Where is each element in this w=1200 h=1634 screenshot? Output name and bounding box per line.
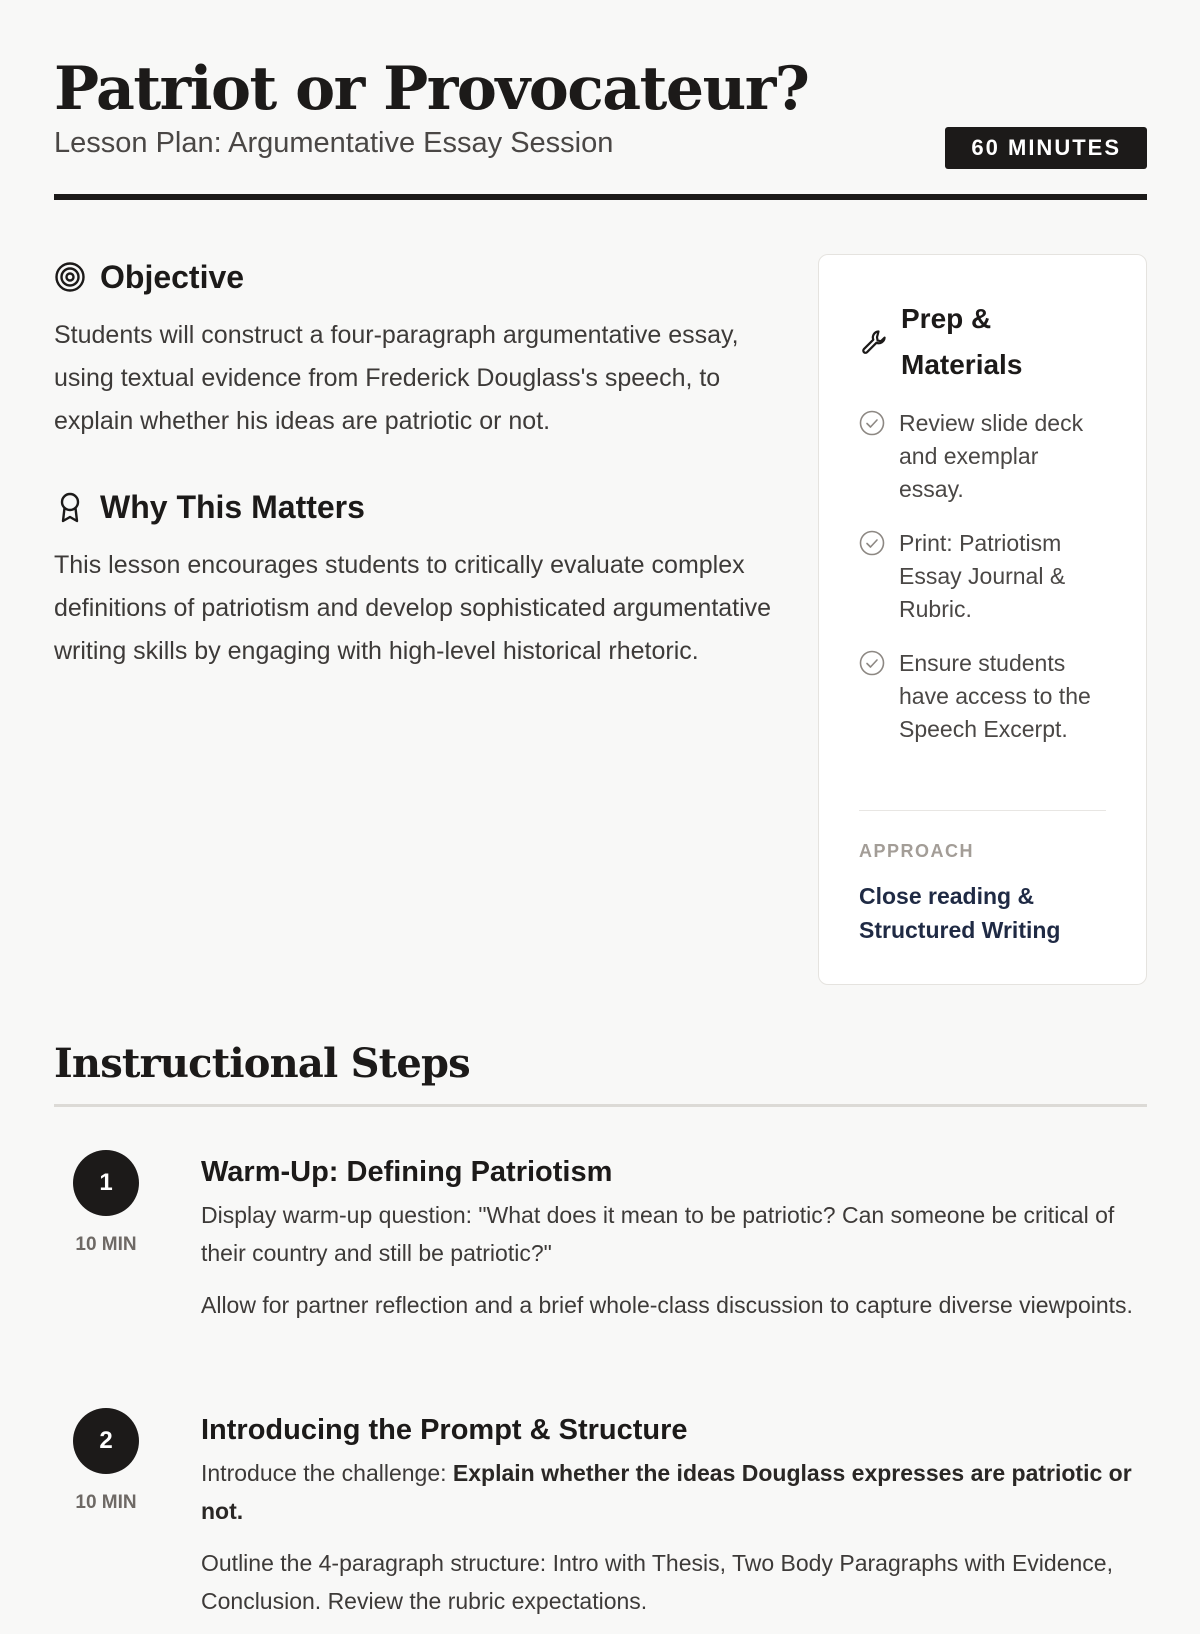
objective-text: Students will construct a four-paragraph argumentative essay, using textual evidence from Frederick Douglass's speech, to explain whether his ideas are patriotic or not. — [54, 321, 739, 435]
prep-divider — [859, 810, 1106, 811]
check-circle-icon — [859, 650, 885, 676]
steps-section-title: Instructional Steps — [54, 1040, 470, 1087]
prep-heading — [859, 296, 1061, 388]
step-title: Warm-Up: Defining Patriotism — [201, 1156, 613, 1188]
page-subtitle: Lesson Plan: Argumentative Essay Session — [54, 127, 614, 159]
duration-badge: 60 MINUTES — [945, 127, 1147, 169]
prep-materials-card — [818, 254, 1147, 985]
step-body — [201, 1408, 1147, 1634]
target-icon — [54, 261, 86, 293]
prompt-intro: Introduce the challenge: — [201, 1460, 453, 1486]
step-paragraph: Display warm-up question: "What does it mean to be patriotic? Can someone be critical of their country and still be patriotic?" — [201, 1202, 1115, 1266]
step-title: Introducing the Prompt & Structure — [201, 1414, 688, 1446]
page-title: Patriot or Provocateur? — [54, 54, 809, 124]
step-paragraph: Allow for partner reflection and a brief whole-class discussion to capture diverse viewpoints. — [201, 1292, 1133, 1318]
prompt-question: Explain whether the ideas Douglass expresses are patriotic or not. — [201, 1460, 1132, 1524]
approach-label: APPROACH — [859, 841, 975, 861]
list-item — [859, 407, 1109, 506]
approach-value: Close reading & Structured Writing — [859, 883, 1061, 943]
prep-item-text: Review slide deck and exemplar essay. — [899, 410, 1084, 502]
step-paragraph: Outline the 4-paragraph structure: Intro with Thesis, Two Body Paragraphs with Evidence, Conclusion. Review the rubric expectations. — [201, 1550, 1113, 1614]
why-title: Why This Matters — [100, 489, 365, 525]
list-item — [859, 647, 1109, 746]
check-circle-icon — [859, 410, 885, 436]
prep-title: Prep & Materials — [901, 303, 1023, 380]
objective-heading — [54, 257, 244, 297]
why-text: This lesson encourages students to critically evaluate complex definitions of patriotism and develop sophisticated argumentative writing skills by engaging with high-level historical rhetoric. — [54, 551, 772, 665]
step-paragraph — [201, 1454, 1147, 1530]
prep-checklist — [859, 407, 1109, 767]
header-divider — [54, 194, 1147, 200]
step-body — [201, 1150, 1147, 1338]
prep-item-text: Print: Patriotism Essay Journal & Rubric. — [899, 530, 1066, 622]
steps-divider — [54, 1104, 1147, 1107]
why-heading — [54, 487, 365, 527]
objective-title: Objective — [100, 259, 245, 295]
list-item — [859, 527, 1109, 626]
lesson-header — [54, 52, 1147, 160]
award-ribbon-icon — [54, 491, 86, 523]
check-circle-icon — [859, 530, 885, 556]
wrench-icon — [859, 327, 889, 357]
step-duration: 10 MIN — [75, 1234, 137, 1255]
step-number-badge: 1 — [73, 1150, 139, 1216]
prep-item-text: Ensure students have access to the Speech Excerpt. — [899, 650, 1091, 742]
step-number-badge: 2 — [73, 1408, 139, 1474]
step-duration: 10 MIN — [75, 1492, 137, 1513]
